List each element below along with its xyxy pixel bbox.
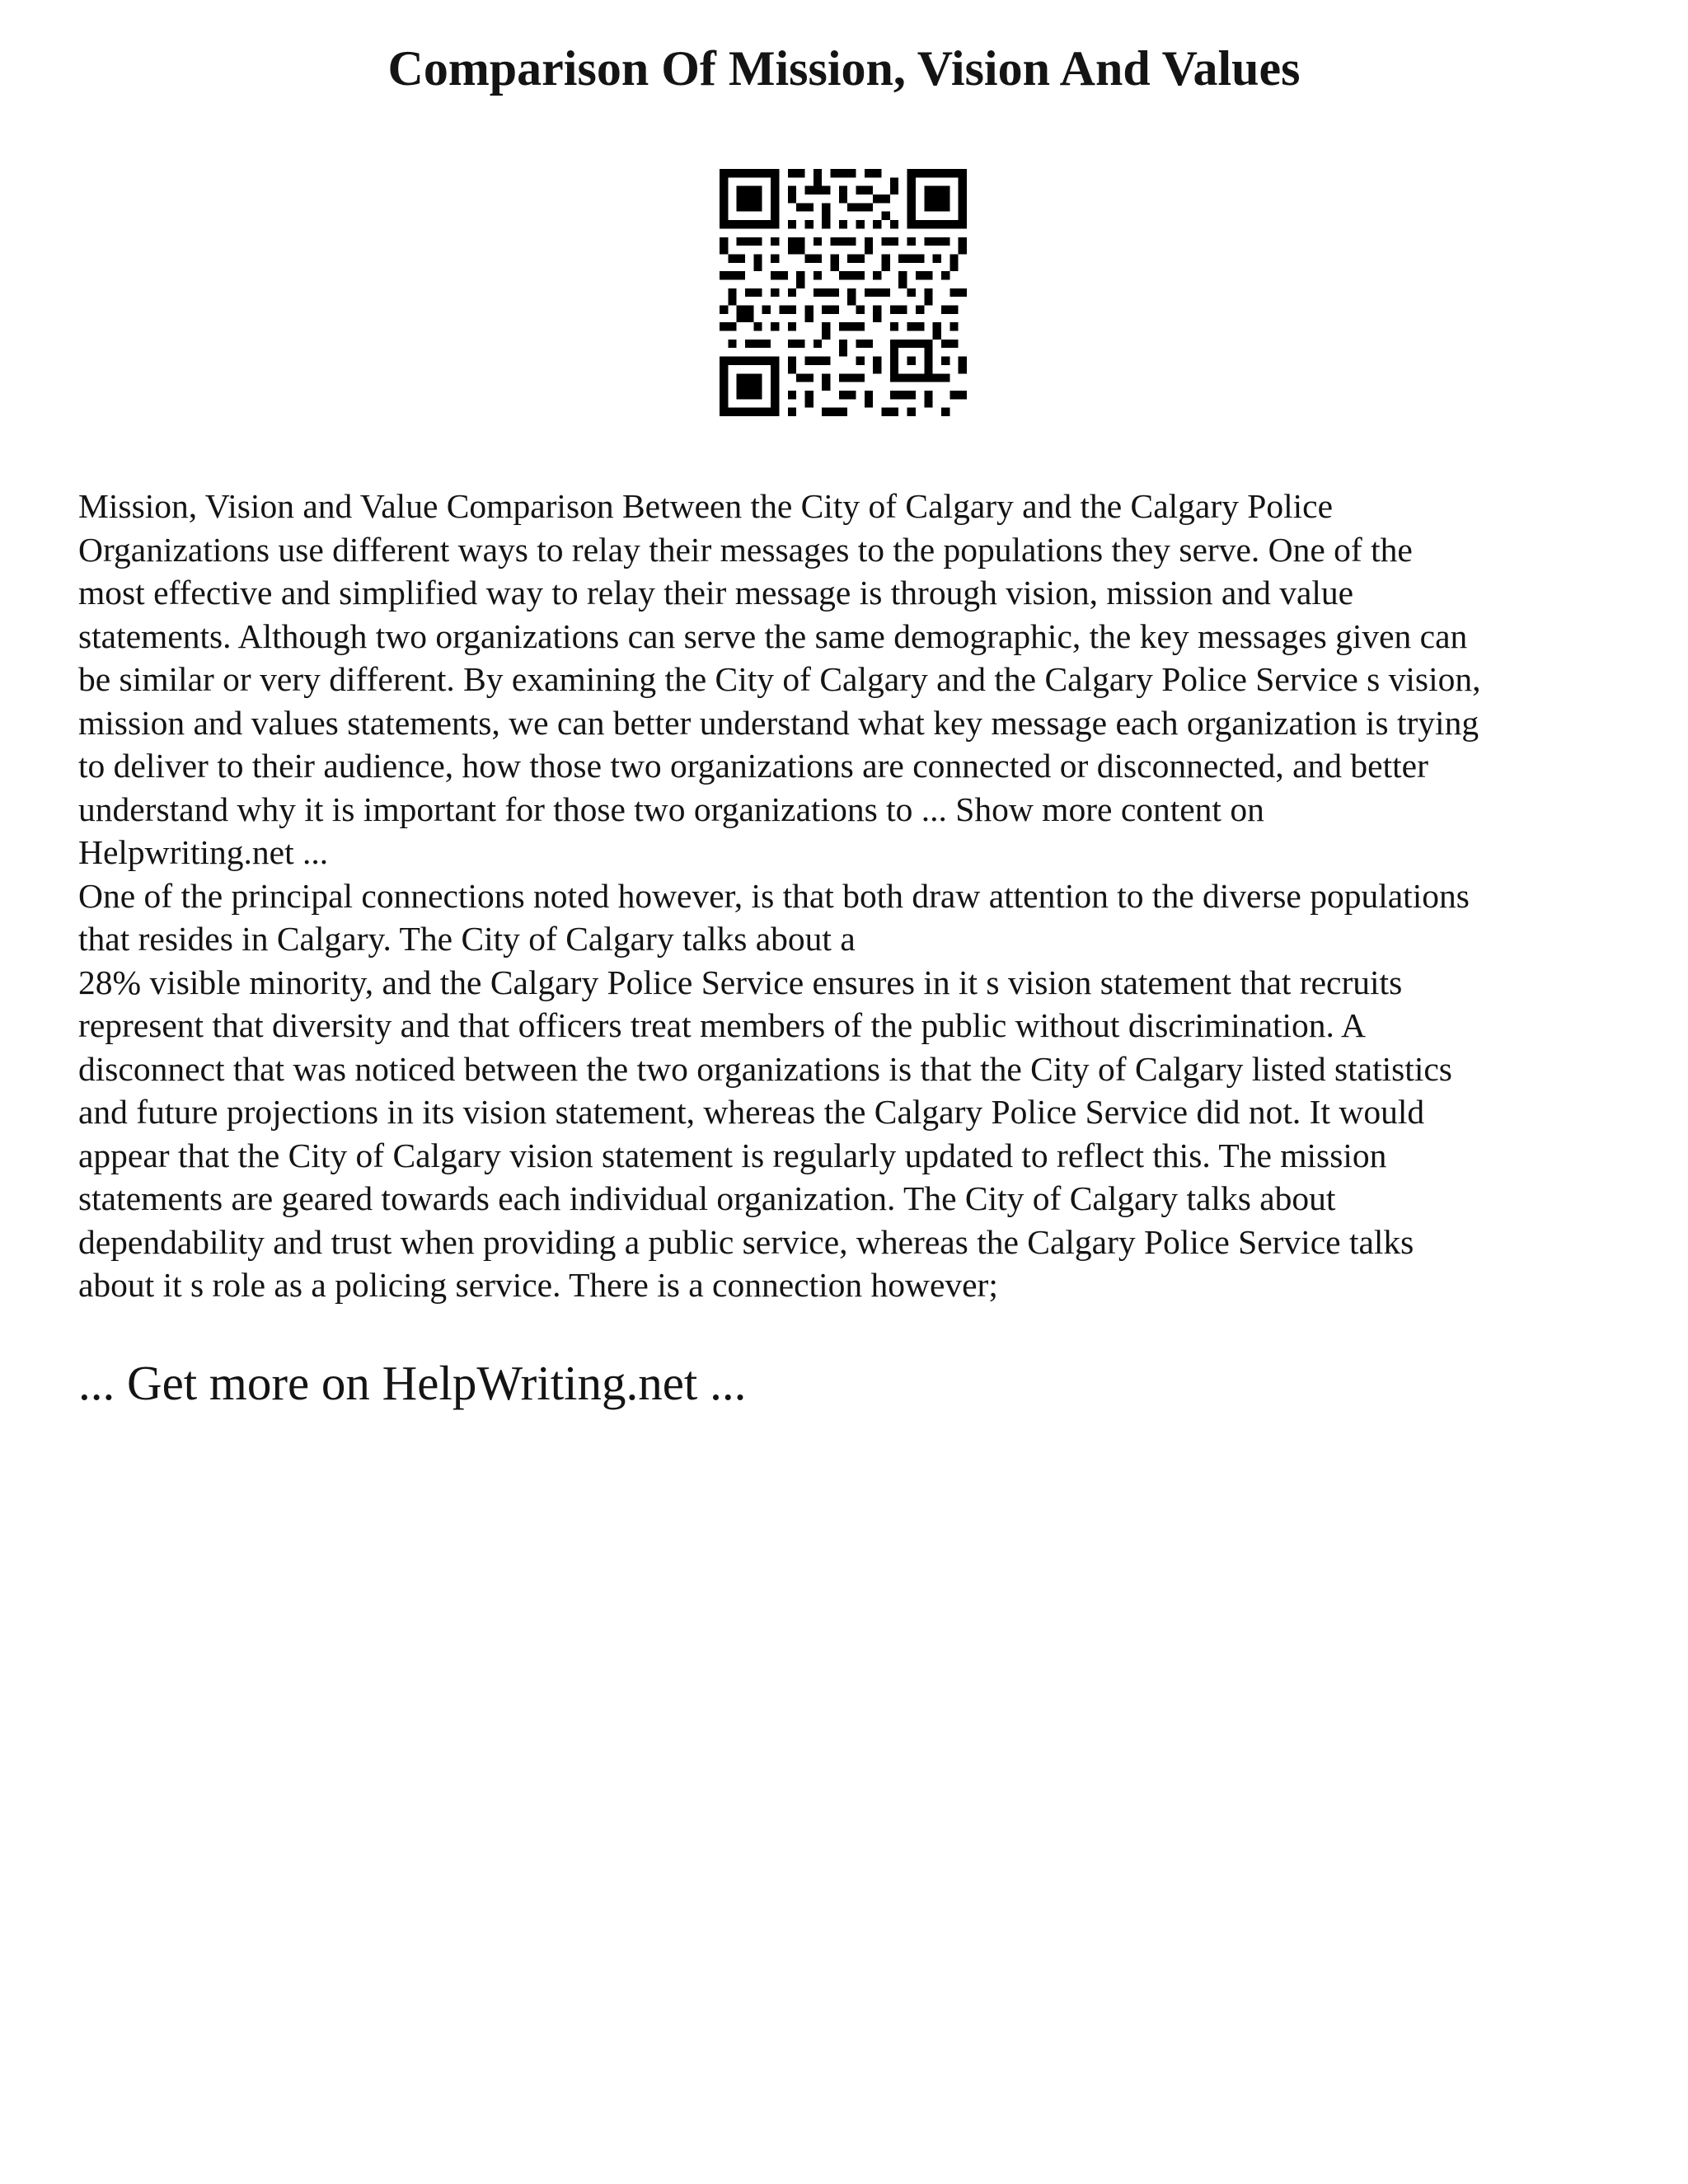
paragraph-line: dependability and trust when providing a public service, whereas the Calgary Police Service talks <box>78 1222 1414 1261</box>
paragraph-line: most effective and simplified way to relay their message is through vision, mission and value <box>78 574 1354 612</box>
paragraph-line: that resides in Calgary. The City of Calgary talks about a <box>78 920 856 958</box>
paragraph-line: to deliver to their audience, how those two organizations are connected or disconnected, and better <box>78 747 1428 785</box>
page-title: Comparison Of Mission, Vision And Values <box>387 41 1301 96</box>
paragraph-line: statements are geared towards each individual organization. The City of Calgary talks about <box>78 1179 1336 1217</box>
paragraph-line: 28% visible minority, and the Calgary Police Service ensures in it s vision statement that recruits <box>78 963 1403 1001</box>
paragraph-line: mission and values statements, we can better understand what key message each organization is trying <box>78 703 1479 742</box>
paragraph-line: about it s role as a policing service. There is a connection however; <box>78 1266 998 1304</box>
paragraph-line: and future projections in its vision statement, whereas the Calgary Police Service did not. It would <box>78 1093 1425 1131</box>
paragraph-line: represent that diversity and that officers treat members of the public without discrimination. A <box>78 1006 1366 1044</box>
qr-code-icon <box>720 169 967 416</box>
paragraph-line: disconnect that was noticed between the two organizations is that the City of Calgary listed statistics <box>78 1049 1452 1088</box>
get-more-link[interactable]: ... Get more on HelpWriting.net ... <box>78 1356 747 1410</box>
paragraph-line: statements. Although two organizations can serve the same demographic, the key messages given can <box>78 616 1468 655</box>
paragraph-line: appear that the City of Calgary vision statement is regularly updated to reflect this. The mission <box>78 1136 1387 1174</box>
body-paragraph <box>78 485 1628 1307</box>
paragraph-line: One of the principal connections noted however, is that both draw attention to the diverse populations <box>78 876 1470 915</box>
paragraph-line: be similar or very different. By examining the City of Calgary and the Calgary Police Service s vision, <box>78 660 1481 698</box>
paragraph-line: Helpwriting.net ... <box>78 833 329 871</box>
paragraph-line: Mission, Vision and Value Comparison Between the City of Calgary and the Calgary Police <box>78 487 1334 525</box>
paragraph-line: Organizations use different ways to relay their messages to the populations they serve. One of the <box>78 530 1413 569</box>
paragraph-line: understand why it is important for those two organizations to ... Show more content on <box>78 790 1264 828</box>
